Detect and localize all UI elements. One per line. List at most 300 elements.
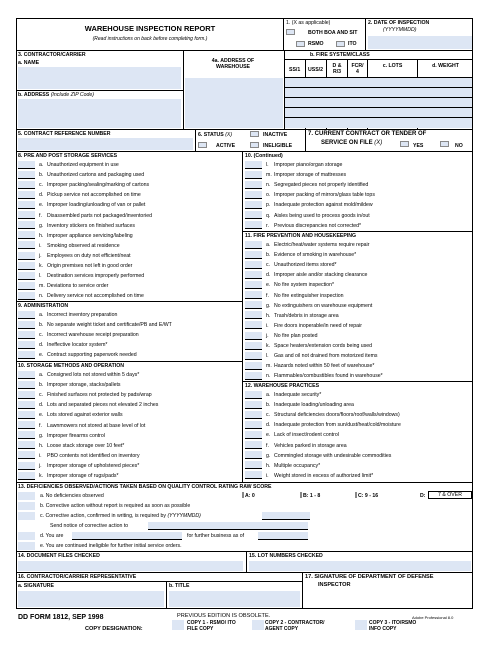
- field3-label: 3. CONTRACTOR/CARRIER: [18, 52, 86, 58]
- checklist-item-letter: b.: [266, 402, 271, 409]
- checklist-item: [245, 361, 374, 371]
- checklist-item-box[interactable]: [18, 431, 35, 439]
- field7-label: 7. CURRENT CONTRACT OR TENDER OF: [308, 131, 427, 137]
- checklist-item-letter: c.: [39, 332, 44, 339]
- ito-checkbox[interactable]: [336, 41, 345, 47]
- checklist-item-letter: i.: [39, 452, 42, 459]
- date-of-inspection-field[interactable]: [368, 36, 472, 49]
- sec11-title: 11. FIRE PREVENTION AND HOUSEKEEPING: [245, 233, 357, 239]
- checklist-item-box[interactable]: [245, 471, 262, 479]
- checklist-item: [245, 180, 368, 190]
- checklist-item-box[interactable]: [245, 421, 262, 429]
- score-d-box[interactable]: 7 & OVER: [428, 491, 472, 499]
- contractor-name-field[interactable]: [18, 67, 181, 89]
- sec8-title: 8. PRE AND POST STORAGE SERVICES: [18, 153, 118, 159]
- checklist-item: [18, 400, 158, 410]
- checklist-item-box[interactable]: [245, 441, 262, 449]
- action-c-box[interactable]: [18, 512, 35, 520]
- checklist-item-letter: j.: [39, 252, 42, 259]
- checklist-item-letter: m.: [266, 363, 272, 370]
- sec17-title-2: INSPECTOR: [318, 582, 351, 588]
- copy3-label: COPY 3 - ITO/RSMO INFO COPY: [369, 620, 417, 632]
- action-b: b. Corrective action without report is required as soon as possible: [40, 503, 191, 509]
- checklist-item: [18, 461, 139, 471]
- checklist-item-text: Inadequate security*: [274, 392, 322, 398]
- checklist-item-box[interactable]: [18, 341, 35, 349]
- checklist-item: [18, 241, 120, 251]
- checklist-item-box[interactable]: [245, 221, 262, 229]
- rsmo-label: RSMO: [308, 41, 324, 47]
- action-c: c. Corrective action, confirmed in writing, is required by (YYYYMMDD): [40, 513, 201, 519]
- fire-system-label: b. FIRE SYSTEM/CLASS: [310, 52, 370, 58]
- checklist-item-box[interactable]: [245, 372, 262, 380]
- copy-designation: COPY DESIGNATION:: [85, 626, 143, 632]
- checklist-item: [18, 281, 108, 291]
- checklist-item: [18, 211, 152, 221]
- sec16-title: 16. CONTRACTOR/CARRIER REPRESENTATIVE: [18, 574, 137, 580]
- checklist-item-box[interactable]: [245, 401, 262, 409]
- checklist-item-box[interactable]: [245, 291, 262, 299]
- action-d-box[interactable]: [18, 532, 35, 540]
- sec15-title: 15. LOT NUMBERS CHECKED: [249, 553, 323, 559]
- checklist-item-box[interactable]: [18, 391, 35, 399]
- checklist-item: [245, 471, 373, 481]
- checklist-item: [245, 311, 339, 321]
- checklist-item-text: Incorrect inventory preparation: [47, 312, 118, 318]
- checklist-item-box[interactable]: [18, 262, 35, 270]
- checklist-item-box[interactable]: [18, 371, 35, 379]
- checklist-item-text: Loose stack storage over 10 feet*: [47, 442, 125, 449]
- checklist-item-box[interactable]: [18, 191, 35, 199]
- checklist-item-box[interactable]: [18, 451, 35, 459]
- contract-yes-checkbox[interactable]: [400, 141, 409, 147]
- checklist-item-letter: n.: [266, 373, 271, 380]
- checklist-item-letter: g.: [39, 222, 44, 229]
- checklist-item-box[interactable]: [18, 411, 35, 419]
- document-files-field[interactable]: [18, 561, 243, 571]
- checklist-item: [245, 250, 356, 260]
- checklist-item: [18, 180, 149, 190]
- checklist-item-box[interactable]: [18, 241, 35, 249]
- score-a: A: 0: [245, 493, 255, 499]
- rsmo-checkbox[interactable]: [296, 41, 305, 47]
- checklist-item-text: No extinguishers on warehouse equipment: [274, 302, 373, 309]
- checklist-item-text: Evidence of smoking in warehouse*: [274, 252, 357, 259]
- field6-label: 6. STATUS (X): [198, 132, 233, 138]
- score-c-checkbox[interactable]: [355, 492, 357, 498]
- checklist-item-letter: g.: [39, 432, 44, 439]
- checklist-item-box[interactable]: [18, 321, 35, 329]
- checklist-item-box[interactable]: [18, 272, 35, 280]
- sec16a-label: a. SIGNATURE: [18, 583, 54, 589]
- checklist-item-letter: a.: [39, 312, 44, 318]
- checklist-item-box[interactable]: [18, 441, 35, 449]
- checklist-item-text: Unauthorized equipment in use: [47, 162, 119, 168]
- field7-label-2: SERVICE ON FILE (X): [321, 140, 383, 146]
- contractor-signature-field[interactable]: [18, 591, 164, 607]
- checklist-item: [18, 431, 105, 441]
- checklist-item: [245, 160, 342, 170]
- checklist-item-letter: h.: [266, 312, 271, 319]
- sec10-title: 10. STORAGE METHODS AND OPERATION: [18, 363, 124, 369]
- field2-label: 2. DATE OF INSPECTION: [368, 20, 430, 26]
- notice-recipient-field[interactable]: [148, 522, 308, 530]
- checklist-item: [18, 320, 172, 330]
- yes-label: YES: [413, 143, 424, 149]
- col-lots: c. LOTS: [382, 63, 403, 69]
- checklist-item: [18, 251, 131, 261]
- checklist-item-box[interactable]: [245, 251, 262, 259]
- contract-no-checkbox[interactable]: [440, 141, 449, 147]
- action-d-status-field[interactable]: [72, 532, 182, 540]
- checklist-item-letter: a.: [266, 392, 271, 398]
- checklist-item: [18, 170, 144, 180]
- checklist-item-box[interactable]: [245, 362, 262, 370]
- checklist-item-letter: k.: [39, 473, 44, 479]
- checklist-item: [245, 420, 401, 430]
- checklist-item-box[interactable]: [18, 351, 35, 359]
- checklist-item-text: Improper appliance servicing/labeling: [47, 232, 133, 239]
- checklist-item-text: Ineffective locator system*: [47, 342, 108, 349]
- checklist-item-letter: f.: [39, 422, 42, 429]
- checklist-item: [245, 331, 318, 341]
- checklist-item: [245, 211, 370, 221]
- checklist-item-letter: b.: [39, 322, 44, 329]
- col-weight: d. WEIGHT: [432, 63, 459, 69]
- score-a-checkbox[interactable]: [242, 492, 244, 498]
- form-title: WAREHOUSE INSPECTION REPORT: [84, 24, 216, 33]
- checklist-item: [245, 190, 375, 200]
- checklist-item-text: Structural deficiencies doors/floors/roof/walls/windows): [274, 412, 400, 419]
- checklist-item-letter: p.: [266, 202, 271, 209]
- checklist-item-box[interactable]: [245, 391, 262, 399]
- score-b-checkbox[interactable]: [300, 492, 302, 498]
- checklist-item-text: Hazards noted within 50 feet of warehouse*: [274, 363, 375, 370]
- inactive-label: INACTIVE: [263, 132, 288, 138]
- action-a: a. No deficiencies observed: [40, 493, 104, 499]
- action-d: d. You are: [40, 533, 64, 539]
- checklist-item-box[interactable]: [18, 211, 35, 219]
- checklist-item: [245, 461, 320, 471]
- checklist-item: [245, 441, 347, 451]
- checklist-item: [245, 321, 362, 331]
- action-b-box[interactable]: [18, 502, 35, 510]
- checklist-item-letter: a.: [39, 162, 44, 168]
- both-boa-sit-checkbox[interactable]: [286, 29, 295, 35]
- checklist-item: [245, 410, 400, 420]
- sec10-cont-title: 10. (Continued): [245, 153, 283, 159]
- checklist-item-letter: f.: [39, 212, 42, 219]
- active-label: ACTIVE: [216, 143, 236, 149]
- checklist-item-text: Lots stored against exterior walls: [47, 412, 123, 419]
- checklist-item-letter: b.: [39, 382, 44, 389]
- sec16b-label: b. TITLE: [169, 583, 190, 589]
- checklist-item-letter: n.: [266, 182, 271, 189]
- checklist-item-text: Inadequate loading/unloading area: [274, 402, 354, 409]
- checklist-item-text: Inventory stickers on finished surfaces: [47, 222, 135, 229]
- checklist-item-letter: c.: [266, 262, 271, 269]
- col-ss1: SS/1: [289, 67, 301, 73]
- checklist-item-box[interactable]: [18, 421, 35, 429]
- checklist-item-box[interactable]: [18, 472, 35, 480]
- checklist-item-box[interactable]: [18, 381, 35, 389]
- checklist-item: [245, 170, 346, 180]
- checklist-item-box[interactable]: [245, 431, 262, 439]
- sec12-title: 12. WAREHOUSE PRACTICES: [245, 383, 320, 389]
- checklist-item-text: No fire plan posted: [274, 332, 318, 339]
- checklist-item-letter: d.: [39, 402, 44, 409]
- checklist-item: [18, 451, 140, 461]
- checklist-item-box[interactable]: [18, 252, 35, 260]
- checklist-item: [18, 190, 141, 200]
- checklist-item: [245, 390, 321, 400]
- checklist-item-letter: l.: [39, 273, 42, 280]
- checklist-item-letter: a.: [266, 242, 271, 248]
- checklist-item-box[interactable]: [245, 191, 262, 199]
- field3b-label: b. ADDRESS (Include ZIP Code): [18, 92, 95, 98]
- checklist-item-letter: k.: [39, 263, 44, 269]
- checklist-item-letter: i.: [266, 472, 269, 479]
- checklist-item-text: Deviations to service order: [47, 283, 109, 290]
- checklist-item: [18, 471, 119, 481]
- action-c-date-field[interactable]: [262, 512, 310, 520]
- checklist-item-box[interactable]: [18, 282, 35, 290]
- copy1-label: COPY 1 - RSMO/ ITO FILE COPY: [187, 620, 236, 632]
- checklist-item: [18, 231, 133, 241]
- checklist-item-letter: j.: [266, 332, 269, 339]
- checklist-item-text: Unauthorized cartons and packaging used: [47, 172, 145, 179]
- checklist-item-text: Origin premises not left in good order: [47, 263, 133, 269]
- checklist-item-text: Improper packing/sealing/marking of cartons: [47, 182, 150, 189]
- checklist-item-text: Inadequate protection from sun/dust/heat/cold/moisture: [274, 422, 401, 429]
- checklist-item-text: Smoking observed at residence: [47, 242, 120, 249]
- action-a-box[interactable]: [18, 492, 35, 500]
- checklist-item: [18, 370, 139, 380]
- checklist-item: [245, 400, 354, 410]
- contract-reference-field[interactable]: [18, 138, 193, 150]
- ineligible-checkbox[interactable]: [250, 142, 259, 148]
- form-subtitle: (Read instructions on back before completing form.): [92, 36, 208, 42]
- checklist-item-box[interactable]: [245, 461, 262, 469]
- col-uss2: USS/2: [308, 67, 323, 73]
- checklist-item-text: Disassembled parts not packaged/inventoried: [47, 212, 152, 219]
- checklist-item-box[interactable]: [18, 161, 35, 169]
- checklist-item-box[interactable]: [245, 271, 262, 279]
- checklist-item-letter: e.: [39, 412, 44, 419]
- checklist-item-letter: e.: [266, 282, 271, 289]
- checklist-item: [245, 451, 391, 461]
- checklist-item: [18, 261, 132, 271]
- checklist-item-text: Improper storage, stacks/pallets: [47, 382, 121, 389]
- checklist-item-text: No separate weight ticket and certificate/PB and E/WT: [47, 322, 172, 329]
- checklist-item: [245, 291, 344, 301]
- active-checkbox[interactable]: [198, 142, 207, 148]
- checklist-item-box[interactable]: [245, 332, 262, 340]
- checklist-item-box[interactable]: [245, 241, 262, 249]
- checklist-item-text: Improper aisle and/or stacking clearance: [274, 272, 368, 279]
- checklist-item-box[interactable]: [18, 292, 35, 300]
- checklist-item-letter: r.: [266, 222, 269, 229]
- checklist-item-box[interactable]: [18, 311, 35, 319]
- checklist-item-text: Multiple occupancy*: [274, 462, 321, 469]
- checklist-item-box[interactable]: [245, 281, 262, 289]
- checklist-item: [18, 350, 137, 360]
- checklist-item: [18, 390, 152, 400]
- checklist-item-text: Trash/debris in storage area: [274, 312, 339, 319]
- checklist-item-text: Improper storage of mattresses: [274, 172, 347, 179]
- col-dr3: D & R/3: [332, 63, 342, 75]
- checklist-item-text: Flammables/combustibles found in warehouse*: [274, 373, 383, 380]
- checklist-item-box[interactable]: [245, 181, 262, 189]
- field4a-label: 4a. ADDRESS OF WAREHOUSE: [211, 58, 255, 70]
- checklist-item-text: Improper packing of mirrors/glass table tops: [274, 192, 375, 199]
- checklist-item-text: Employees on duty not efficient/neat: [47, 252, 131, 259]
- checklist-item-letter: d.: [39, 192, 44, 199]
- checklist-item-box[interactable]: [245, 342, 262, 350]
- checklist-item-text: Finished surfaces not protected by pads/wrap: [47, 392, 152, 399]
- checklist-item-letter: c.: [266, 412, 271, 419]
- checklist-item: [245, 371, 383, 381]
- checklist-item-letter: m.: [266, 172, 272, 179]
- checklist-item-text: Lack of insect/rodent control: [274, 432, 339, 439]
- lot-numbers-field[interactable]: [249, 561, 471, 571]
- checklist-item-box[interactable]: [245, 201, 262, 209]
- checklist-item-text: Space heaters/extension cords being used: [274, 343, 373, 349]
- score-c: C: 9 - 16: [358, 493, 379, 499]
- checklist-item: [18, 410, 123, 420]
- checklist-item-box[interactable]: [245, 451, 262, 459]
- field5-label: 5. CONTRACT REFERENCE NUMBER: [18, 131, 111, 137]
- checklist-item-text: Improper loading/unloading of van or pallet: [47, 202, 146, 209]
- checklist-item-letter: g.: [266, 302, 271, 309]
- checklist-item-text: Unauthorized items stored*: [274, 262, 337, 269]
- checklist-item-box[interactable]: [245, 311, 262, 319]
- sec13-title: 13. DEFICIENCIES OBSERVED/ACTIONS TAKEN BASED ON QUALITY CONTROL RATING RAW SCORE: [18, 484, 272, 490]
- checklist-item-letter: i.: [39, 242, 42, 249]
- checklist-item-letter: c.: [39, 392, 44, 399]
- field1-label: 1. (X as applicable): [286, 20, 331, 26]
- checklist-item-box[interactable]: [245, 261, 262, 269]
- checklist-item-letter: g.: [266, 452, 271, 459]
- checklist-item-box[interactable]: [245, 411, 262, 419]
- form-number: DD FORM 1812, SEP 1998: [18, 614, 104, 621]
- checklist-item-box[interactable]: [18, 331, 35, 339]
- checklist-item-text: No fire extinguisher inspection: [274, 292, 344, 299]
- action-e-box[interactable]: [18, 542, 35, 550]
- checklist-item-letter: f.: [266, 292, 269, 299]
- checklist-item-box[interactable]: [245, 301, 262, 309]
- checklist-item-text: Fire doors inoperable/in need of repair: [274, 322, 362, 329]
- checklist-item: [245, 351, 378, 361]
- checklist-item-letter: o.: [266, 192, 271, 199]
- checklist-item-box[interactable]: [18, 171, 35, 179]
- both-boa-sit-label: BOTH BOA AND SIT: [308, 30, 358, 36]
- checklist-item-box[interactable]: [18, 221, 35, 229]
- checklist-item-letter: l.: [266, 162, 269, 168]
- checklist-item-box[interactable]: [245, 321, 262, 329]
- checklist-item-text: Delivery service not accomplished on time: [47, 293, 144, 300]
- checklist-item-letter: e.: [39, 202, 44, 209]
- checklist-item-box[interactable]: [18, 462, 35, 470]
- checklist-item-box[interactable]: [245, 211, 262, 219]
- checklist-item-letter: a.: [39, 372, 44, 378]
- checklist-item-box[interactable]: [18, 401, 35, 409]
- checklist-item: [18, 421, 145, 431]
- checklist-item-text: Electric/heat/water systems require repair: [274, 242, 370, 248]
- checklist-item-text: Aisles being used to process goods in/out: [274, 212, 370, 219]
- inactive-checkbox[interactable]: [250, 131, 259, 137]
- checklist-item-letter: k.: [266, 343, 271, 349]
- checklist-item-letter: b.: [266, 252, 271, 259]
- checklist-item-text: Incorrect warehouse receipt preparation: [47, 332, 139, 339]
- contractor-title-field[interactable]: [169, 591, 300, 607]
- checklist-item: [18, 291, 144, 301]
- checklist-item-letter: i.: [266, 322, 269, 329]
- checklist-item-text: Previous discrepancies not corrected*: [274, 222, 362, 229]
- no-label: NO: [455, 143, 463, 149]
- checklist-item-letter: m.: [39, 283, 45, 290]
- checklist-item: [18, 160, 119, 170]
- checklist-item-letter: d.: [266, 272, 271, 279]
- checklist-item-text: Vehicles parked in storage area: [274, 442, 347, 449]
- checklist-item: [18, 340, 107, 350]
- field3a-label: a. NAME: [18, 60, 40, 66]
- fire-system-grid[interactable]: [285, 78, 472, 128]
- warehouse-address-field[interactable]: [185, 78, 283, 128]
- contractor-address-field[interactable]: [18, 99, 181, 128]
- checklist-item-letter: q.: [266, 212, 271, 219]
- checklist-item-box[interactable]: [18, 201, 35, 209]
- checklist-item-letter: j.: [39, 462, 42, 469]
- checklist-item-letter: d.: [266, 422, 271, 429]
- checklist-item-letter: f.: [266, 442, 269, 449]
- checklist-item-text: Destination services improperly performed: [47, 273, 145, 280]
- sec9-title: 9. ADMINISTRATION: [18, 303, 69, 309]
- previous-edition: PREVIOUS EDITION IS OBSOLETE.: [177, 613, 271, 619]
- checklist-item: [245, 430, 339, 440]
- copy2-label: COPY 2 - CONTRACTOR/ AGENT COPY: [265, 620, 325, 632]
- checklist-item: [18, 221, 135, 231]
- checklist-item: [245, 341, 372, 351]
- adobe-note: Adobe Professional 8.0: [412, 615, 454, 620]
- action-e: e. You are continued ineligible for further initial service orders.: [40, 543, 182, 549]
- checklist-item-box[interactable]: [245, 171, 262, 179]
- checklist-item-text: Inadequate protection against mold/mildew: [274, 202, 373, 209]
- checklist-item-box[interactable]: [245, 352, 262, 360]
- checklist-item-text: Consigned lots not stored within 5 days*: [47, 372, 140, 378]
- action-d-date-field[interactable]: [258, 532, 308, 540]
- checklist-item-text: Improper storage of rugs/pads*: [47, 473, 119, 479]
- checklist-item-box[interactable]: [18, 181, 35, 189]
- checklist-item-text: Lots and separated pieces not elevated 2 inches: [47, 402, 159, 409]
- checklist-item-text: Weight stored in excess of authorized limit*: [274, 472, 374, 479]
- sec17-title: 17. SIGNATURE OF DEPARTMENT OF DEFENSE: [305, 574, 434, 580]
- checklist-item-letter: h.: [39, 232, 44, 239]
- ineligible-label: INELIGIBLE: [263, 143, 293, 149]
- checklist-item-box[interactable]: [18, 231, 35, 239]
- action-d-2: for further business as of: [187, 533, 245, 539]
- checklist-item-letter: c.: [39, 182, 44, 189]
- checklist-item-text: Improper piano/organ storage: [274, 162, 343, 168]
- checklist-item-text: Commingled storage with undesirable commodities: [274, 452, 392, 459]
- checklist-item-text: No fire system inspection*: [274, 282, 334, 289]
- ito-label: ITO: [348, 41, 357, 47]
- checklist-item-box[interactable]: [245, 161, 262, 169]
- checklist-item-text: Improper storage of upholstered pieces*: [47, 462, 140, 469]
- checklist-item-letter: h.: [266, 462, 271, 469]
- checklist-item-text: Contract supporting paperwork needed: [47, 352, 137, 359]
- checklist-item-letter: e.: [266, 432, 271, 439]
